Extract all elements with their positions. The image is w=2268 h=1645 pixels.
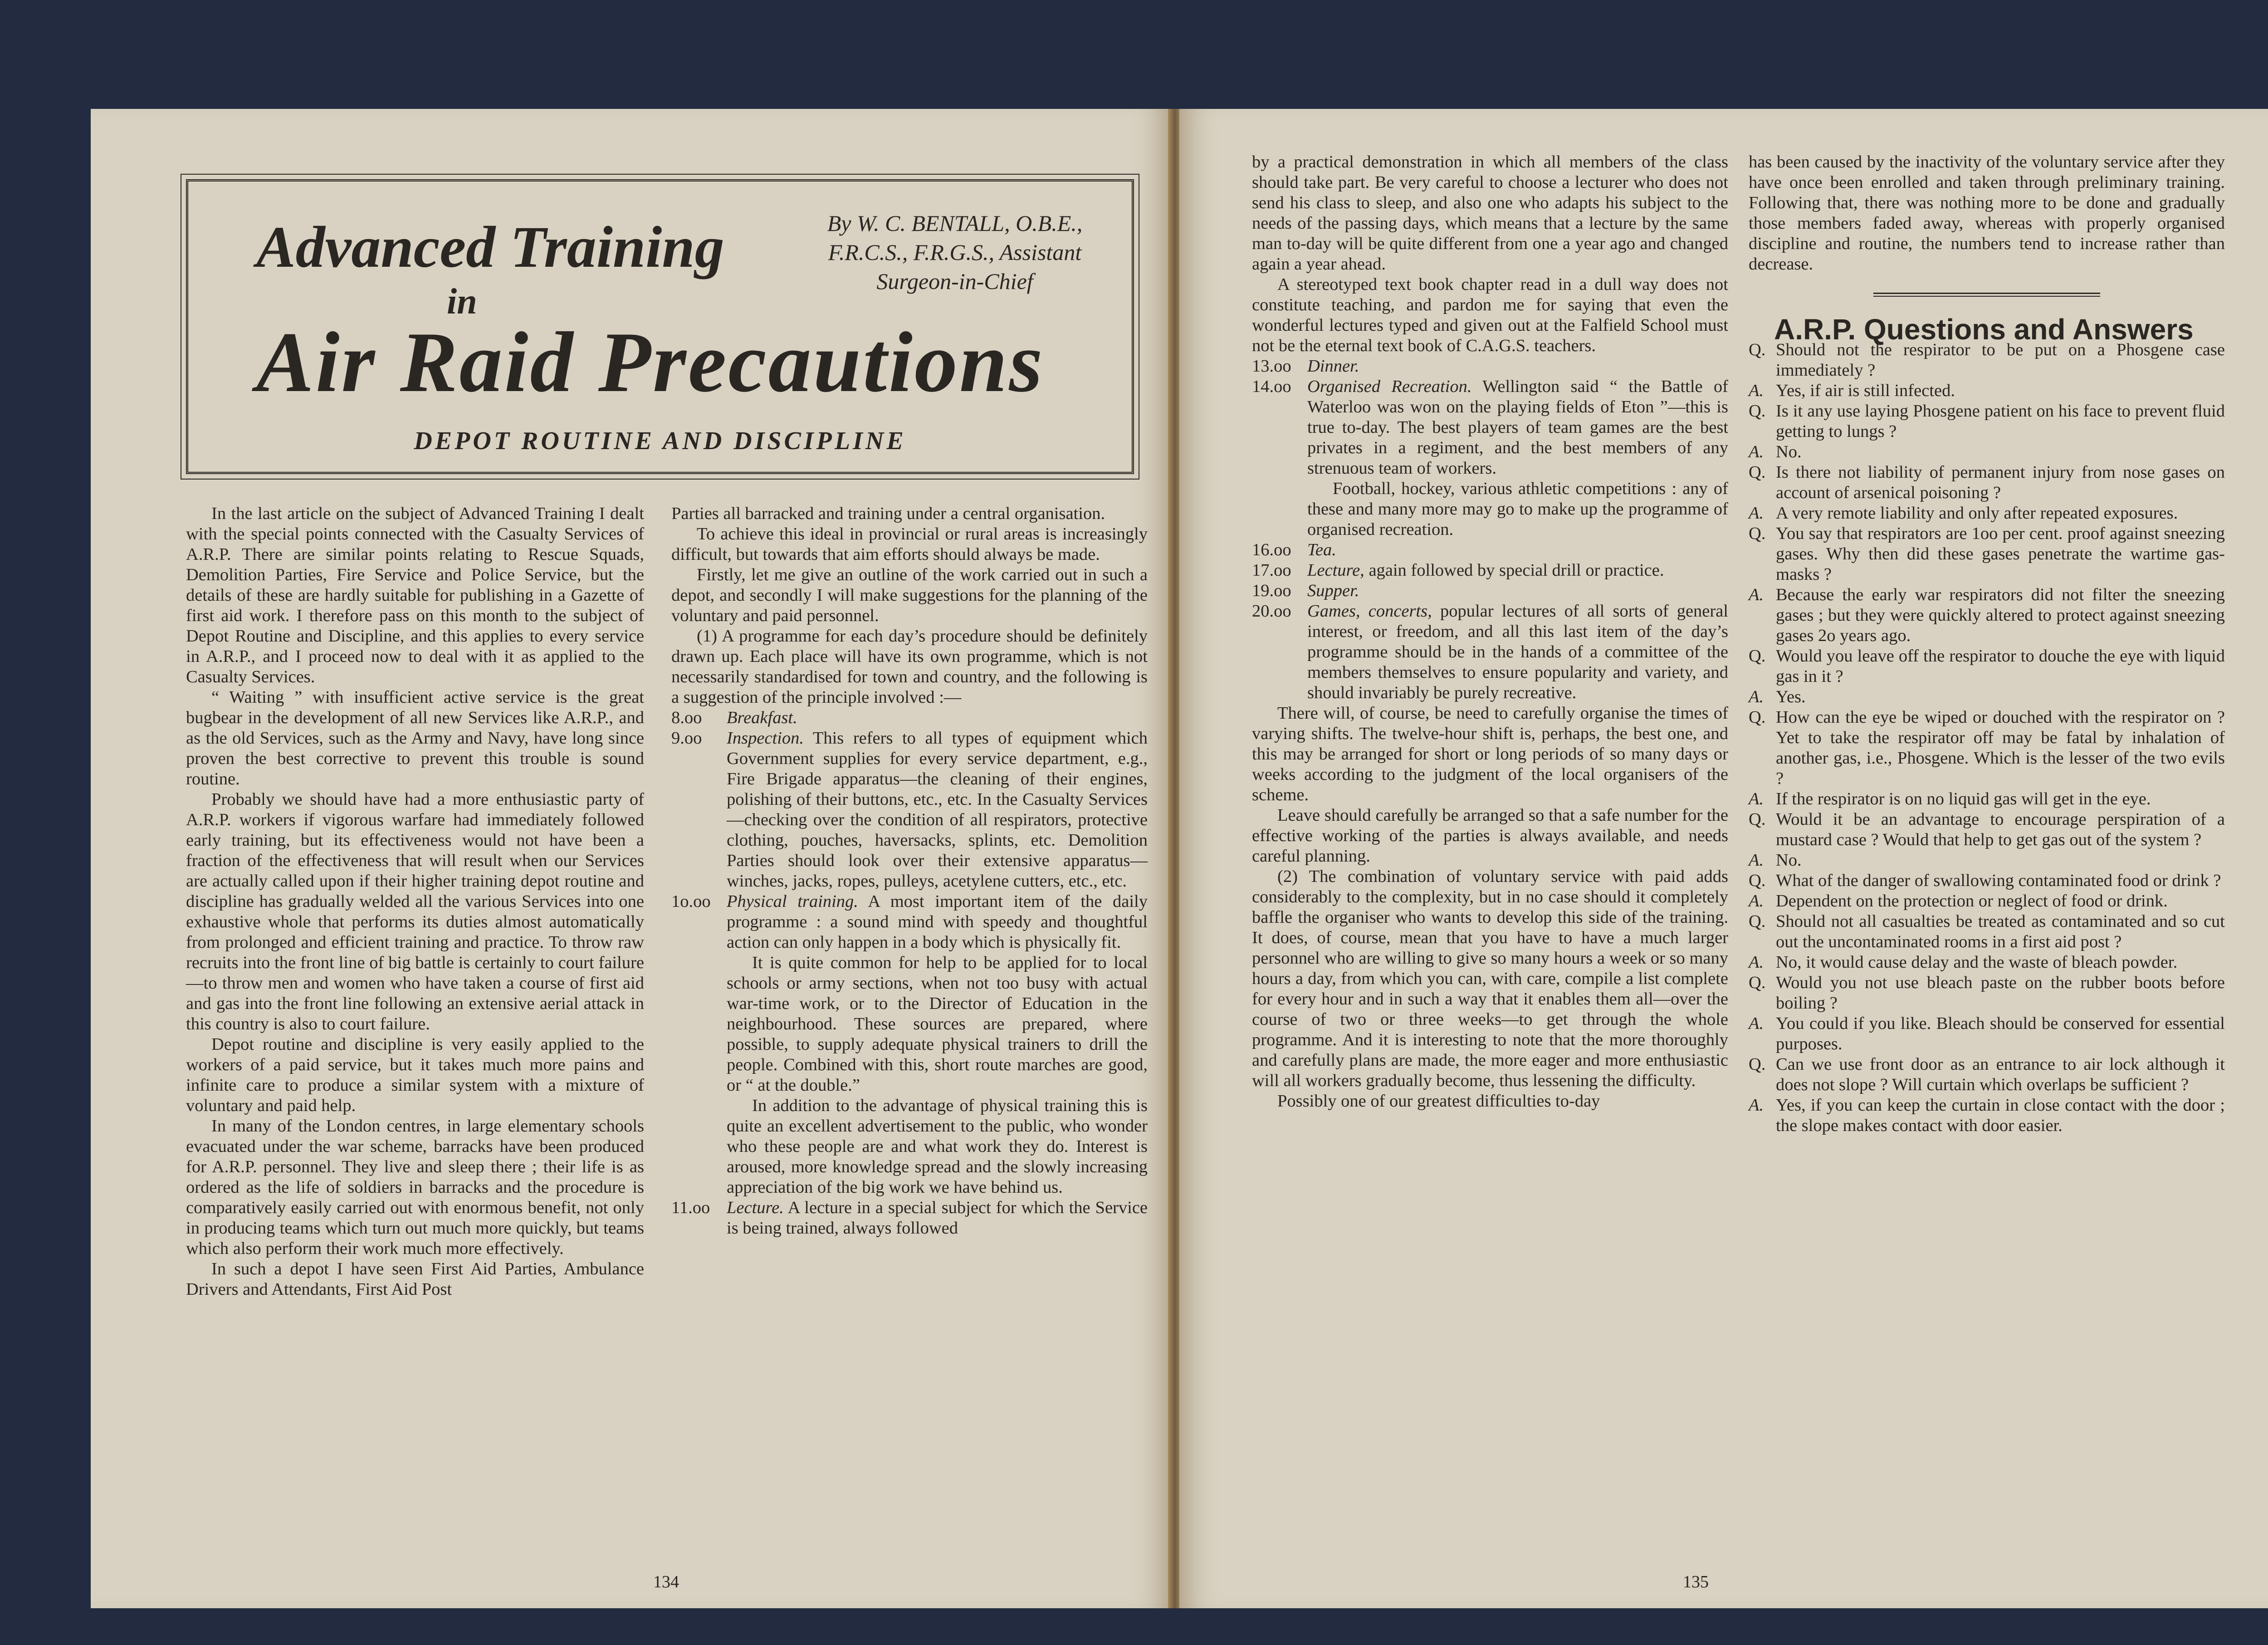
schedule-text: A most important item of the daily programme : a sound mind with speedy and thoughtful action can only happen in a body which is physically fit. — [727, 892, 1148, 952]
paragraph: A stereotyped text book chapter read in a dull way does not constitute teaching, and pardon me for saying that even the wonderful lectures typed and given out at the Falfield School must not be the eternal text book of C.A.G.S. teachers. — [1252, 275, 1728, 355]
paragraph: To achieve this ideal in provincial or rural areas is increasingly difficult, but towards that aim efforts should always be made. — [671, 524, 1148, 564]
schedule-heading: Organised Recreation. — [1307, 377, 1472, 396]
schedule-text: This refers to all types of equipment which Government supplies for every service department, e.g., Fire Brigade apparatus—the cleaning of their engines, polishing of their buttons, etc., etc. In the Casualty Services—checking over the condition of all respirators, protective clothing, pouches, haversacks, splints, etc. Demolition Parties should look over their extensive apparatus—winches, jacks, ropes, pulleys, acetylene cutters, etc., etc. — [727, 729, 1148, 891]
schedule-item — [1252, 560, 1728, 581]
qa-marker: Q. — [1749, 810, 1766, 829]
section-divider — [1873, 293, 2100, 297]
question-item — [1749, 401, 2225, 442]
paragraph: Firstly, let me give an outline of the work carried out in such a depot, and secondly I will make suggestions for the planning of the voluntary and paid personnel. — [671, 565, 1148, 625]
question-item — [1749, 911, 2225, 952]
qa-text: You could if you like. Bleach should be conserved for essential purposes. — [1776, 1014, 2225, 1053]
qa-marker: Q. — [1749, 973, 1766, 992]
qa-text: Would you not use bleach paste on the rubber boots before boiling ? — [1776, 973, 2225, 1013]
paragraph: (2) The combination of voluntary service with paid adds considerably to the complexity, but in no case should it completely baffle the organiser who wants to develop this side of the training. It does, of course, mean that you have to have a much larger personnel who are willing to give so many hours a week or so many hours a day, from which you can, with care, compile a list complete for every hour and in such a way that it enables them all—over the course of two or three weeks—to get through the whole programme. And it is interesting to note that the more thoroughly and carefully plans are made, the more eager and more enthusiastic will all workers gradually become, thus lessening the difficulty. — [1252, 867, 1728, 1090]
schedule-time: 9.oo — [671, 729, 702, 748]
schedule-time: 13.oo — [1252, 357, 1291, 376]
schedule-item — [1252, 377, 1728, 479]
schedule-text: Wellington said “ the Battle of Waterloo was won on the playing fields of Eton ”—this is true to-day. The best players of team games are the best privates in a regiment, and the best members of any strenuous team of workers. — [1307, 377, 1728, 478]
qa-text: Can we use front door as an entrance to air lock although it does not slope ? Will curtain which overlaps be sufficient ? — [1776, 1055, 2225, 1094]
qa-text: Is it any use laying Phosgene patient on his face to prevent fluid getting to lungs ? — [1776, 401, 2225, 441]
schedule-heading: Dinner. — [1307, 357, 1359, 376]
page-number: 135 — [1683, 1572, 1709, 1591]
schedule-item — [671, 1198, 1148, 1239]
schedule-item — [1252, 581, 1728, 601]
schedule-heading: Lecture, — [1307, 561, 1364, 580]
schedule-heading: Inspection. — [727, 729, 804, 748]
right-page — [1179, 109, 2268, 1608]
byline-line: Surgeon-in-Chief — [876, 269, 1033, 294]
qa-text: Dependent on the protection or neglect of food or drink. — [1776, 891, 2168, 911]
schedule-time: 11.oo — [671, 1198, 710, 1217]
qa-marker: Q. — [1749, 871, 1766, 890]
paragraph: There will, of course, be need to carefully organise the times of varying shifts. The twelve-hour shift is, perhaps, the best one, and this may be arranged for short or long periods of so many days or weeks according to the judgment of the local organisers of the scheme. — [1252, 704, 1728, 804]
schedule-heading: Tea. — [1307, 540, 1336, 559]
page-number: 134 — [653, 1572, 679, 1591]
schedule-time: 14.oo — [1252, 377, 1291, 396]
paragraph: Leave should carefully be arranged so that a safe number for the effective working of the parties is always available, and needs careful planning. — [1252, 806, 1728, 866]
paragraph: “ Waiting ” with insufficient active service is the great bugbear in the development of all new Services like A.R.P., and as the old Services, such as the Army and Navy, have long since proven the best corrective to prevent this trouble is sound routine. — [186, 688, 644, 788]
schedule-heading: Supper. — [1307, 581, 1359, 600]
answer-item — [1749, 442, 2225, 462]
schedule-time: 8.oo — [671, 708, 702, 727]
schedule-item — [1252, 540, 1728, 560]
qa-text: Would you leave off the respirator to douche the eye with liquid gas in it ? — [1776, 646, 2225, 686]
answer-item — [1749, 503, 2225, 524]
paragraph: Probably we should have had a more enthusiastic party of A.R.P. workers if vigorous warfare had immediately followed early training, but its effectiveness would not have been a fraction of the effectiveness that will result when our Services are actually called upon if their higher training depot routine and discipline has gradually welded all the various Services into one exhaustive whole that performs its duties almost automatically from prolonged and efficient training and practice. To throw raw recruits into the front line of big battle is certainly to court failure—to throw men and women who have taken a course of first aid and gas into the front line following an extensive aerial attack in this country is also to court failure. — [186, 790, 644, 1033]
qa-marker: A. — [1749, 585, 1764, 604]
title-in: in — [447, 282, 477, 322]
answer-item — [1749, 687, 2225, 707]
qa-marker: A. — [1749, 1096, 1764, 1115]
qa-marker: A. — [1749, 504, 1764, 523]
qa-marker: A. — [1749, 381, 1764, 400]
question-item — [1749, 340, 2225, 381]
answer-item — [1749, 585, 2225, 646]
qa-text: Should not all casualties be treated as contaminated and so cut out the uncontaminated rooms in a first aid post ? — [1776, 912, 2225, 951]
qa-marker: Q. — [1749, 646, 1766, 666]
schedule-text: again followed by special drill or practice. — [1364, 561, 1664, 580]
schedule-continuation: In addition to the advantage of physical training this is quite an excellent advertisement to the public, who wonder who these people are and what work they do. Interest is aroused, more knowledge spread and the slowly increasing appreciation of the big work we have behind us. — [727, 1096, 1148, 1197]
qa-text: Is there not liability of permanent injury from nose gases on account of arsenical poisoning ? — [1776, 463, 2225, 502]
schedule-item — [671, 891, 1148, 953]
paragraph: In such a depot I have seen First Aid Parties, Ambulance Drivers and Attendants, First Aid Post — [186, 1259, 644, 1299]
qa-marker: Q. — [1749, 401, 1766, 421]
schedule-heading: Games, concerts, — [1307, 602, 1432, 621]
left-column-2 — [671, 504, 1148, 1239]
schedule-time: 1o.oo — [671, 892, 711, 911]
schedule-item — [671, 728, 1148, 891]
qa-text: Yes. — [1776, 687, 1806, 706]
qa-marker: A. — [1749, 442, 1764, 461]
title-line1: Advanced Training — [256, 215, 724, 280]
paragraph: has been caused by the inactivity of the voluntary service after they have once been enrolled and taken through preliminary training. Following that, there was nothing more to be done and gradually those members faded away, whereas with properly organised discipline and routine, the numbers tend to increase rather than decrease. — [1749, 152, 2225, 274]
answer-item — [1749, 952, 2225, 973]
qa-marker: A. — [1749, 891, 1764, 911]
question-item — [1749, 462, 2225, 503]
qa-text: A very remote liability and only after repeated exposures. — [1776, 504, 2178, 523]
byline — [796, 209, 1114, 296]
answer-item — [1749, 1013, 2225, 1054]
paragraph: In many of the London centres, in large elementary schools evacuated under the war scheme, barracks have been produced for A.R.P. personnel. They live and sleep there ; their life is as ordered as the life of soldiers in barracks and the procedure is comparatively easily carried out with enormous benefit, not only in producing teams which turn out much more quickly, but teams which also perform their work much more effectively. — [186, 1116, 644, 1258]
schedule-heading: Lecture. — [727, 1198, 784, 1217]
schedule-time: 17.oo — [1252, 561, 1291, 580]
qa-text: If the respirator is on no liquid gas will get in the eye. — [1776, 789, 2151, 808]
schedule-heading: Physical training. — [727, 892, 858, 911]
question-item — [1749, 646, 2225, 687]
qa-text: Because the early war respirators did not filter the sneezing gases ; but they were quickly altered to protect against sneezing gases 2o years ago. — [1776, 585, 2225, 645]
paragraph: (1) A programme for each day’s procedure should be definitely drawn up. Each place will have its own programme, which is not necessarily standardised for town and country, and the following is a suggestion of the principle involved :— — [671, 627, 1148, 707]
qa-marker: A. — [1749, 687, 1764, 706]
qa-list — [1749, 340, 2225, 1136]
byline-line: F.R.C.S., F.R.G.S., Assistant — [828, 240, 1082, 265]
left-column-1 — [186, 504, 644, 1300]
question-item — [1749, 524, 2225, 585]
schedule-text: popular lectures of all sorts of general interest, or freedom, and all this last item of the day’s programme should be in the hands of a committee of the members themselves to ensure popularity and variety, and should invariably be purely recreative. — [1307, 602, 1728, 702]
question-item — [1749, 871, 2225, 891]
schedule-time: 16.oo — [1252, 540, 1291, 559]
qa-text: You say that respirators are 1oo per cent. proof against sneezing gases. Why then did these gases penetrate the wartime gas-masks ? — [1776, 524, 2225, 584]
title-line2: Air Raid Precautions — [256, 315, 1045, 410]
qa-marker: Q. — [1749, 708, 1766, 727]
schedule-continuation: Football, hockey, various athletic competitions : any of these and many more may go to make up the programme of organised recreation. — [1307, 479, 1728, 539]
right-column-2 — [1749, 152, 2225, 1136]
qa-marker: A. — [1749, 851, 1764, 870]
qa-marker: Q. — [1749, 463, 1766, 482]
qa-marker: Q. — [1749, 1055, 1766, 1074]
answer-item — [1749, 1095, 2225, 1136]
schedule-heading: Breakfast. — [727, 708, 797, 727]
qa-text: Yes, if air is still infected. — [1776, 381, 1955, 400]
paragraph: Possibly one of our greatest difficulties to-day — [1277, 1092, 1600, 1111]
answer-item — [1749, 891, 2225, 911]
answer-item — [1749, 789, 2225, 809]
paragraph: by a practical demonstration in which all members of the class should take part. Be very careful to choose a lecturer who does not send his class to sleep, and also one who adapts his subject to the needs of the passing days, which means that a lecture by the same man to-day will be quite different from one a year ago and changed again a year ahead. — [1252, 152, 1728, 274]
qa-text: No. — [1776, 851, 1802, 870]
qa-text: Would it be an advantage to encourage perspiration of a mustard case ? Would that help to get gas out of the system ? — [1776, 810, 2225, 849]
subtitle: DEPOT ROUTINE AND DISCIPLINE — [414, 427, 906, 455]
schedule-item — [671, 708, 1148, 728]
left-page — [91, 109, 1170, 1608]
title-box — [186, 179, 1134, 474]
question-item — [1749, 809, 2225, 850]
paragraph: Depot routine and discipline is very easily applied to the workers of a paid service, but it takes much more pains and infinite care to produce a similar system with a mixture of voluntary and paid help. — [186, 1035, 644, 1115]
schedule-item — [1252, 356, 1728, 377]
question-item — [1749, 973, 2225, 1013]
schedule-item — [1252, 601, 1728, 703]
qa-marker: A. — [1749, 953, 1764, 972]
question-item — [1749, 1054, 2225, 1095]
qa-marker: Q. — [1749, 912, 1766, 931]
question-item — [1749, 707, 2225, 789]
qa-text: No, it would cause delay and the waste of bleach powder. — [1776, 953, 2178, 972]
paragraph: Parties all barracked and training under a central organisation. — [671, 504, 1105, 523]
schedule-text: A lecture in a special subject for which the Service is being trained, always followed — [727, 1198, 1148, 1238]
paragraph: In the last article on the subject of Advanced Training I dealt with the special points connected with the Casualty Services of A.R.P. There are similar points relating to Rescue Squads, Demolition Parties, Fire Service and Police Service, but the details of these are hardly suitable for publishing in a Gazette of first aid work. I therefore pass on this month to the subject of Depot Routine and Discipline, and this applies to every service in A.R.P., and I proceed now to deal with it as applied to the Casualty Services. — [186, 504, 644, 686]
qa-marker: A. — [1749, 789, 1764, 808]
qa-text: How can the eye be wiped or douched with the respirator on ? Yet to take the respirator off may be fatal by inhalation of another gas, i.e., Phosgene. Which is the lesser of the two evils ? — [1776, 708, 2225, 788]
qa-text: What of the danger of swallowing contaminated food or drink ? — [1776, 871, 2221, 890]
qa-marker: A. — [1749, 1014, 1764, 1033]
qa-marker: Q. — [1749, 524, 1766, 543]
schedule-continuation: It is quite common for help to be applied for to local schools or army sections, when not too busy with actual war-time work, or to the Director of Education in the neighbourhood. These sources are prepared, where possible, to supply adequate physical trainers to drill the people. Combined with this, short route marches are good, or “ at the double.” — [727, 953, 1148, 1095]
answer-item — [1749, 850, 2225, 871]
schedule-time: 19.oo — [1252, 581, 1291, 600]
qa-text: No. — [1776, 442, 1802, 461]
schedule-time: 20.oo — [1252, 602, 1291, 621]
right-column-1 — [1252, 152, 1728, 1111]
qa-text: Yes, if you can keep the curtain in close contact with the door ; the slope makes contact with door easier. — [1776, 1096, 2225, 1135]
qa-marker: Q. — [1749, 340, 1766, 359]
answer-item — [1749, 381, 2225, 401]
qa-text: Should not the respirator to be put on a Phosgene case immediately ? — [1776, 340, 2225, 380]
byline-line: By W. C. BENTALL, O.B.E., — [827, 211, 1083, 236]
qa-heading: A.R.P. Questions and Answers — [1774, 313, 2194, 346]
